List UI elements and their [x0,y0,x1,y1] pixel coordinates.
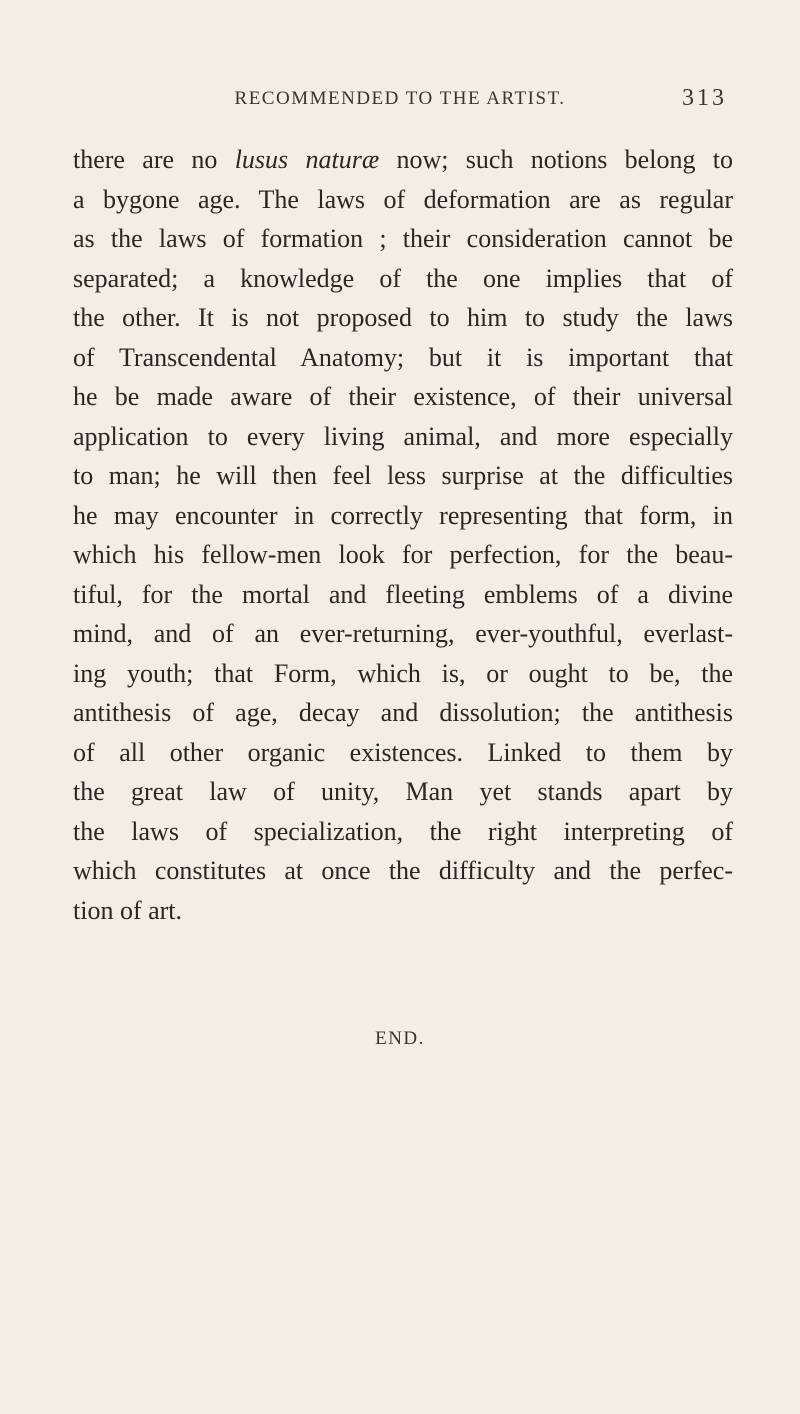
body-paragraph [73,140,733,930]
text-line: of Transcendental Anatomy; but it is important that [73,342,733,372]
text-line [73,140,733,180]
text-line: mind, and of an ever-returning, ever-youthful, everlast- [73,619,733,648]
text-line: separated; a knowledge of the one implies that of [73,263,733,293]
text-line: of all other organic existences. Linked to them by [73,737,733,767]
text-line: tion of art. [73,895,183,925]
text-line: a bygone age. The laws of deformation are as regular [73,184,733,214]
text-line: which constitutes at once the difficulty and the perfec- [73,856,733,885]
text-line: the other. It is not proposed to him to study the laws [73,303,733,332]
text-run: now; such notions belong to [379,145,733,174]
text-line: he be made aware of their existence, of their universal [73,382,733,411]
page-number: 313 [682,85,727,111]
text-line: tiful, for the mortal and fleeting emblems of a divine [73,579,733,609]
text-line: ing youth; that Form, which is, or ought to be, the [73,658,733,688]
text-line: the laws of specialization, the right interpreting of [73,816,733,846]
text-line: as the laws of formation ; their consideration cannot be [73,224,733,253]
text-line: the great law of unity, Man yet stands apart by [73,777,733,806]
text-line: he may encounter in correctly representing that form, in [73,500,733,530]
text-line: application to every living animal, and more especially [73,421,733,451]
end-mark: END. [375,1028,425,1049]
text-line: to man; he will then feel less surprise at the difficulties [73,461,733,490]
running-head: RECOMMENDED TO THE ARTIST. [234,88,566,109]
text-line: antithesis of age, decay and dissolution; the antithesis [73,698,733,727]
italic-phrase: lusus naturæ [234,145,380,174]
text-line: which his fellow-men look for perfection, for the beau- [73,540,733,569]
text-run: there are no [73,145,235,174]
